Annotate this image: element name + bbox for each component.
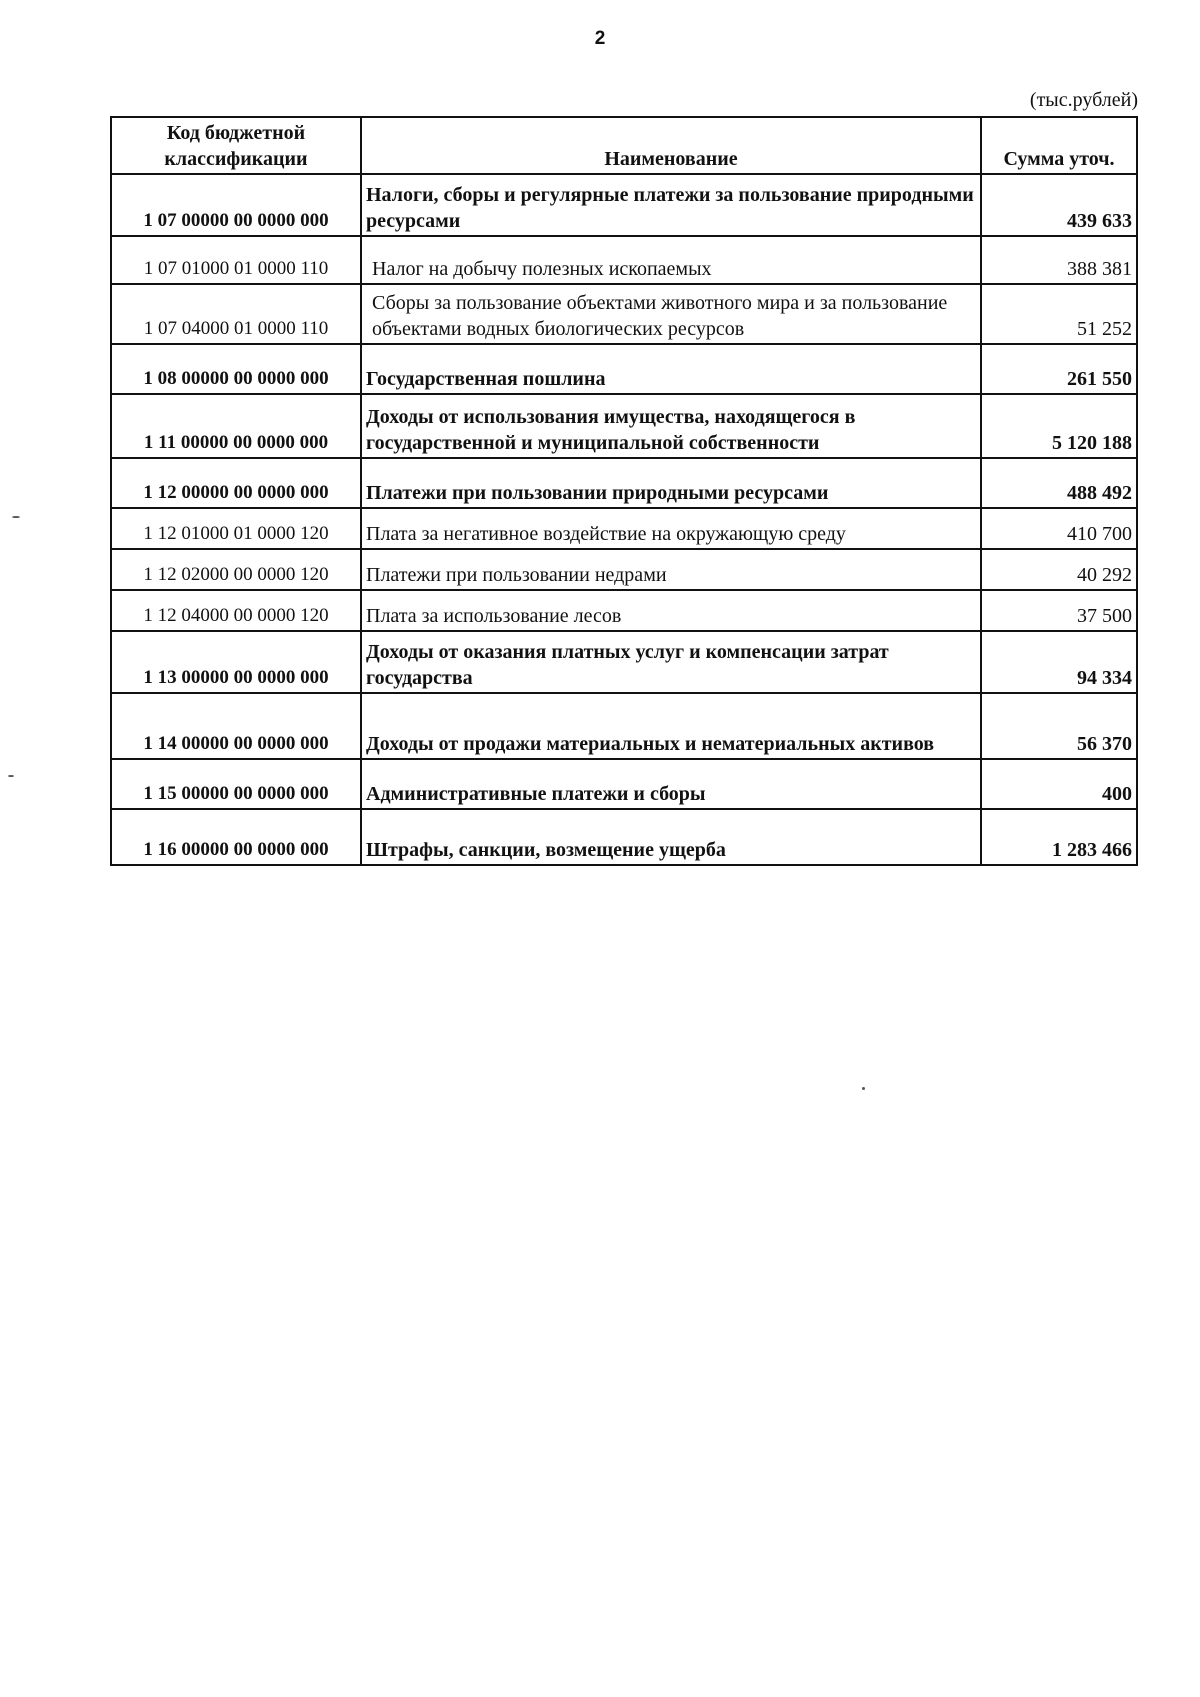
row-sum: 5 120 188 [981, 394, 1137, 458]
row-code: 1 08 00000 00 0000 000 [111, 344, 361, 394]
table-row [111, 236, 1137, 284]
row-sum: 439 633 [981, 174, 1137, 236]
page-number: 2 [594, 28, 606, 49]
scan-speck [12, 516, 20, 518]
row-sum: 488 492 [981, 458, 1137, 508]
table-row [111, 508, 1137, 549]
table-row [111, 759, 1137, 809]
row-sum: 51 252 [981, 284, 1137, 344]
table-row [111, 549, 1137, 590]
row-code: 1 14 00000 00 0000 000 [111, 693, 361, 759]
table-row [111, 174, 1137, 236]
row-name: Штрафы, санкции, возмещение ущерба [361, 809, 981, 865]
row-name: Государственная пошлина [361, 344, 981, 394]
row-code: 1 07 01000 01 0000 110 [111, 236, 361, 284]
table-row [111, 344, 1137, 394]
header-sum: Сумма уточ. [981, 117, 1137, 174]
table-row [111, 809, 1137, 865]
row-code: 1 12 00000 00 0000 000 [111, 458, 361, 508]
row-name: Доходы от продажи материальных и нематериальных активов [361, 693, 981, 759]
row-code: 1 11 00000 00 0000 000 [111, 394, 361, 458]
header-name: Наименование [361, 117, 981, 174]
row-name: Доходы от использования имущества, находящегося в государственной и муниципальной собственности [361, 394, 981, 458]
row-sum: 37 500 [981, 590, 1137, 631]
row-name: Платежи при пользовании природными ресурсами [361, 458, 981, 508]
table-header-row [111, 117, 1137, 174]
row-name: Плата за использование лесов [361, 590, 981, 631]
header-code: Код бюджетной классификации [111, 117, 361, 174]
row-sum: 388 381 [981, 236, 1137, 284]
row-sum: 56 370 [981, 693, 1137, 759]
row-code: 1 12 02000 00 0000 120 [111, 549, 361, 590]
budget-table [110, 116, 1138, 866]
row-sum: 1 283 466 [981, 809, 1137, 865]
row-code: 1 16 00000 00 0000 000 [111, 809, 361, 865]
table-row [111, 394, 1137, 458]
table-row [111, 631, 1137, 693]
table-row [111, 458, 1137, 508]
row-name: Административные платежи и сборы [361, 759, 981, 809]
row-sum: 40 292 [981, 549, 1137, 590]
table-row [111, 693, 1137, 759]
table-row [111, 284, 1137, 344]
row-name: Платежи при пользовании недрами [361, 549, 981, 590]
scan-speck [862, 1087, 865, 1090]
row-code: 1 07 04000 01 0000 110 [111, 284, 361, 344]
scan-speck [8, 775, 14, 777]
row-code: 1 12 04000 00 0000 120 [111, 590, 361, 631]
units-label: (тыс.рублей) [1029, 89, 1138, 111]
row-sum: 261 550 [981, 344, 1137, 394]
row-name: Сборы за пользование объектами животного мира и за пользование объектами водных биологических ресурсов [361, 284, 981, 344]
row-code: 1 07 00000 00 0000 000 [111, 174, 361, 236]
row-name: Налог на добычу полезных ископаемых [361, 236, 981, 284]
row-sum: 410 700 [981, 508, 1137, 549]
row-name: Доходы от оказания платных услуг и компенсации затрат государства [361, 631, 981, 693]
row-name: Налоги, сборы и регулярные платежи за пользование природными ресурсами [361, 174, 981, 236]
row-sum: 94 334 [981, 631, 1137, 693]
row-code: 1 13 00000 00 0000 000 [111, 631, 361, 693]
row-sum: 400 [981, 759, 1137, 809]
row-code: 1 12 01000 01 0000 120 [111, 508, 361, 549]
table-row [111, 590, 1137, 631]
row-code: 1 15 00000 00 0000 000 [111, 759, 361, 809]
row-name: Плата за негативное воздействие на окружающую среду [361, 508, 981, 549]
